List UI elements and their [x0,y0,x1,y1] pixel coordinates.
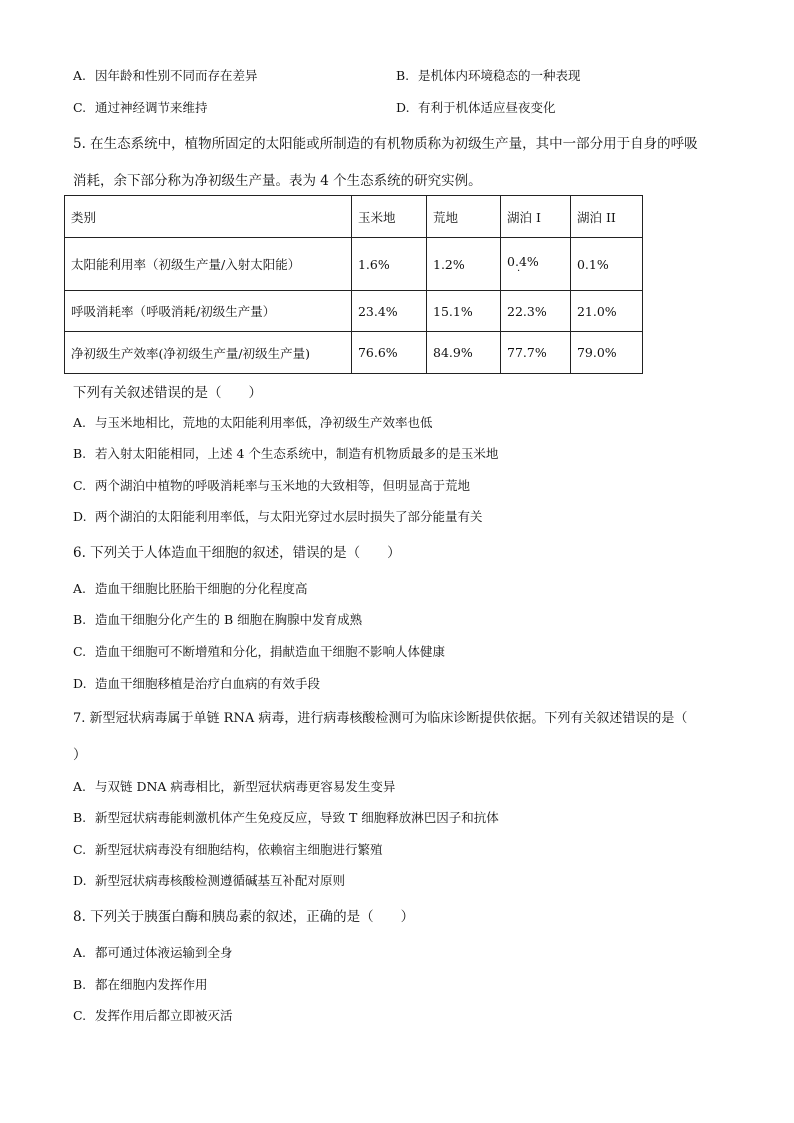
table-cell: 21.0% [570,291,642,332]
option-text: 新型冠状病毒没有细胞结构，依赖宿主细胞进行繁殖 [95,842,383,857]
table-cell: 77.7% [501,332,571,374]
q7-option-c [73,841,383,859]
q5-data-table [64,195,643,374]
option-text: 是机体内环境稳态的一种表现 [418,68,581,83]
option-label: A. [73,779,87,794]
ink-dot-mark: · [517,265,521,277]
q5-stem-line1: 5. 在生态系统中，植物所固定的太阳能或所制造的有机物质称为初级生产量，其中一部分用于自身的呼吸 [73,136,698,152]
q6-option-a [73,580,308,598]
option-label: D. [73,873,87,888]
q5-option-a [73,414,433,432]
option-label: C. [73,1008,87,1023]
option-text: 与玉米地相比，荒地的太阳能利用率低，净初级生产效率也低 [95,415,433,430]
table-header-cell: 类别 [65,196,352,238]
table-row [65,291,643,332]
option-label: B. [73,810,87,825]
option-label: C. [73,478,87,493]
option-label: A. [73,415,87,430]
option-label: B. [73,446,87,461]
q7-option-b [73,809,499,827]
option-text: 造血干细胞分化产生的 B 细胞在胸腺中发育成熟 [95,612,363,627]
option-text: 发挥作用后都立即被灭活 [95,1008,233,1023]
table-cell: 1.6% [351,238,426,291]
option-text: 因年龄和性别不同而存在差异 [95,68,258,83]
option-label: D. [73,676,87,691]
option-text: 有利于机体适应昼夜变化 [418,100,556,115]
table-cell-lake1 [501,238,571,291]
table-header-row [65,196,643,238]
q7-option-a [73,778,395,796]
q5-question: 下列有关叙述错误的是（ ） [73,385,262,401]
table-cell: 22.3% [501,291,571,332]
q7-stem-line2: ） [73,747,87,763]
option-label: B. [73,977,87,992]
q5-option-c [73,477,470,495]
option-text: 两个湖泊的太阳能利用率低，与太阳光穿过水层时损失了部分能量有关 [95,509,483,524]
option-text: 造血干细胞移植是治疗白血病的有效手段 [95,676,321,691]
table-cell: 太阳能利用率（初级生产量/入射太阳能） [65,238,352,291]
table-header-cell: 湖泊 I [501,196,571,238]
q6-option-c [73,643,445,661]
table-cell: 0.1% [570,238,642,291]
option-label: D. [73,509,87,524]
q6-option-d [73,675,320,693]
q4-option-a [73,67,258,85]
table-row [65,332,643,374]
q4-option-b [396,67,581,85]
option-text: 若入射太阳能相同，上述 4 个生态系统中，制造有机物质最多的是玉米地 [95,446,499,461]
option-text: 造血干细胞比胚胎干细胞的分化程度高 [95,581,308,596]
q7-option-d [73,872,345,890]
option-text: 两个湖泊中植物的呼吸消耗率与玉米地的大致相等，但明显高于荒地 [95,478,471,493]
option-text: 都可通过体液运输到全身 [95,945,233,960]
q8-stem: 8. 下列关于胰蛋白酶和胰岛素的叙述，正确的是（ ） [73,909,415,925]
q5-option-b [73,445,498,463]
q5-option-d [73,508,483,526]
table-cell: 15.1% [427,291,501,332]
option-text: 通过神经调节来维持 [95,100,208,115]
option-label: A. [73,581,87,596]
option-label: C. [73,842,87,857]
option-label: C. [73,644,87,659]
table-header-cell: 湖泊 II [570,196,642,238]
q6-option-b [73,611,362,629]
q6-stem: 6. 下列关于人体造血干细胞的叙述，错误的是（ ） [73,545,401,561]
option-text: 造血干细胞可不断增殖和分化，捐献造血干细胞不影响人体健康 [95,644,446,659]
table-cell: 79.0% [570,332,642,374]
option-label: A. [73,945,87,960]
table-cell: 84.9% [427,332,501,374]
option-label: B. [396,68,410,83]
option-text: 都在细胞内发挥作用 [95,977,208,992]
option-text: 与双链 DNA 病毒相比，新型冠状病毒更容易发生变异 [95,779,396,794]
q4-option-d [396,99,556,117]
option-label: C. [73,100,87,115]
q4-option-c [73,99,208,117]
table-header-cell: 荒地 [427,196,501,238]
table-cell: 1.2% [427,238,501,291]
option-label: A. [73,68,87,83]
q7-stem-line1: 7. 新型冠状病毒属于单链 RNA 病毒，进行病毒核酸检测可为临床诊断提供依据。下列有关叙述错误的是（ [73,711,688,726]
table-cell: 76.6% [351,332,426,374]
option-label: D. [396,100,410,115]
table-cell: 23.4% [351,291,426,332]
option-label: B. [73,612,87,627]
table-cell: 净初级生产效率(净初级生产量/初级生产量) [65,332,352,374]
q8-option-c [73,1007,233,1025]
q5-stem-line2: 消耗，余下部分称为净初级生产量。表为 4 个生态系统的研究实例。 [73,173,482,189]
table-row [65,238,643,291]
q8-option-a [73,944,233,962]
table-cell: 0.4% [507,253,539,269]
q8-option-b [73,976,208,994]
option-text: 新型冠状病毒核酸检测遵循碱基互补配对原则 [95,873,346,888]
table-cell: 呼吸消耗率（呼吸消耗/初级生产量） [65,291,352,332]
option-text: 新型冠状病毒能刺激机体产生免疫反应，导致 T 细胞释放淋巴因子和抗体 [95,810,499,825]
table-header-cell: 玉米地 [351,196,426,238]
